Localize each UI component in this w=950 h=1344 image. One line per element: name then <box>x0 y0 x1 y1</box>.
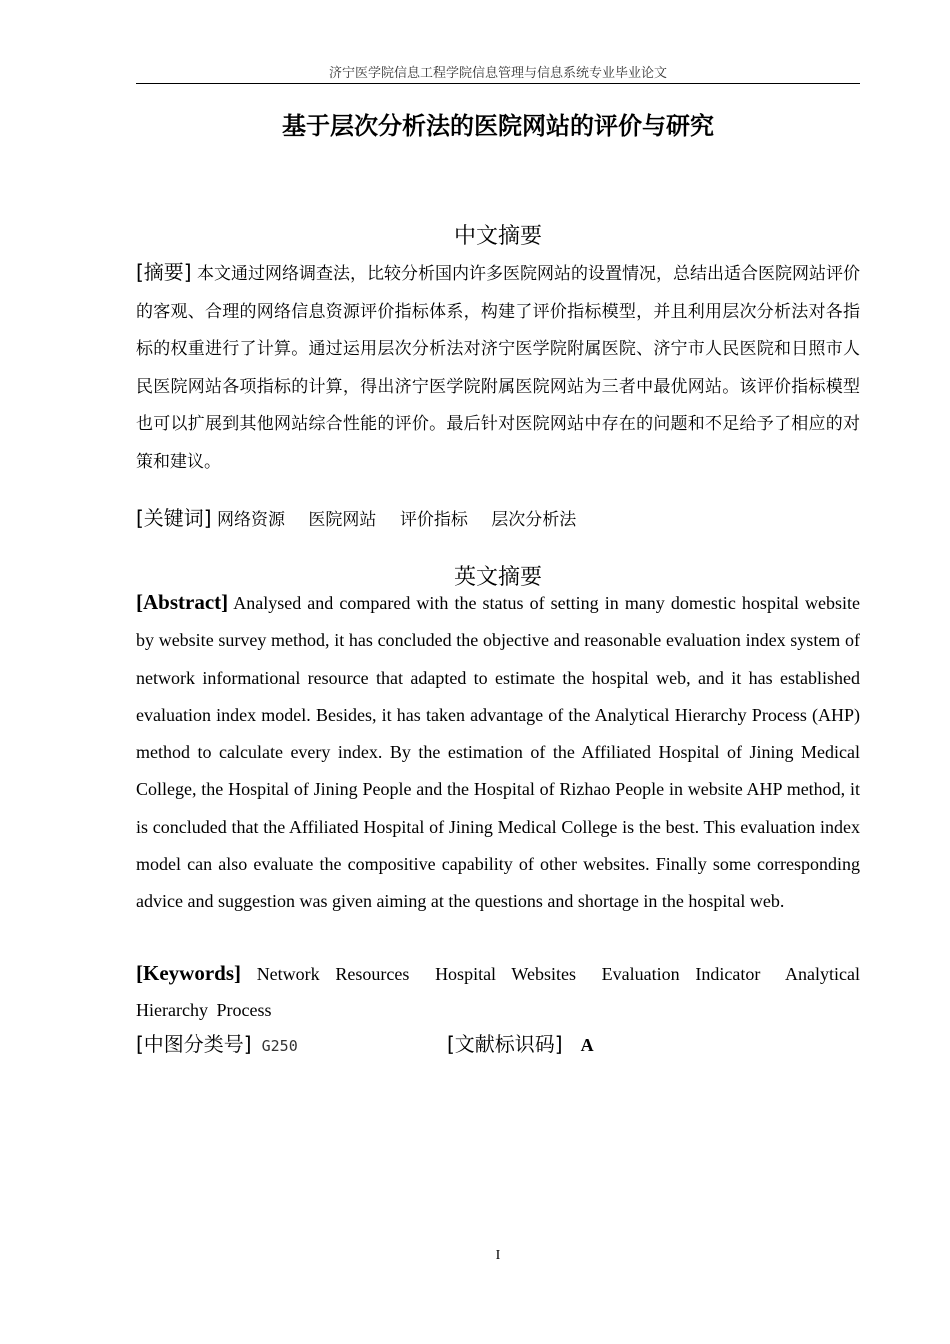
english-keyword: Hospital Websites <box>435 964 576 984</box>
chinese-keyword: 网络资源 <box>217 510 286 530</box>
english-keyword: Network Resources <box>256 964 410 984</box>
clc-group <box>136 1028 298 1057</box>
english-keyword: Evaluation Indicator <box>601 964 761 984</box>
chinese-keyword: 医院网站 <box>308 510 377 530</box>
english-keywords <box>136 955 860 1028</box>
english-keyword: Analytical Hierarchy Process <box>136 964 861 1020</box>
page-number: I <box>495 1248 501 1263</box>
doc-code-label: [文献标识码] <box>447 1032 563 1056</box>
chinese-abstract-tag: [摘要] <box>136 260 192 284</box>
english-abstract-body <box>136 584 860 921</box>
chinese-keyword: 层次分析法 <box>491 510 577 530</box>
page-header: 济宁医学院信息工程学院信息管理与信息系统专业毕业论文 <box>328 66 667 81</box>
chinese-keywords <box>136 500 860 539</box>
header-rule <box>136 83 860 84</box>
paper-title: 基于层次分析法的医院网站的评价与研究 <box>282 112 714 140</box>
chinese-keyword: 评价指标 <box>399 510 468 530</box>
chinese-abstract-heading: 中文摘要 <box>453 224 542 249</box>
chinese-abstract-body <box>136 254 860 481</box>
doc-code-value: A <box>580 1035 594 1055</box>
chinese-abstract-text: 本文通过网络调查法，比较分析国内许多医院网站的设置情况，总结出适合医院网站评价的客观、合理的网络信息资源评价指标体系，构建了评价指标模型，并且利用层次分析法对各指标的权重进行了计算。通过运用层次分析法对济宁医学院附属医院、济宁市人民医院和日照市人民医院网站各项指标的计算，得出济宁医学院附属医院网站为三者中最优网站。该评价指标模型也可以扩展到其他网站综合性能的评价。最后针对医院网站中存在的问题和不足给予了相应的对策和建议。 <box>136 264 861 472</box>
classification-row <box>136 1028 860 1064</box>
chinese-keywords-tag: [关键词] <box>136 506 212 530</box>
english-abstract-tag: [Abstract] <box>136 590 229 614</box>
doc-code-group <box>447 1028 594 1057</box>
english-abstract-text: Analysed and compared with the status of setting in many domestic hospital website by website survey method, it has concluded the objective and reasonable evaluation index system of network informational resource that adapted to estimate the hospital web, and it has established evaluation index model. Besides, it has taken advantage of the Analytical Hierarchy Process (AHP) method to calculate every index. By the estimation of the Affiliated Hospital of Jining Medical College, the Hospital of Jining People and the Hospital of Rizhao People in website AHP method, it is concluded that the Affiliated Hospital of Jining Medical College is the best. This evaluation index model can also evaluate the compositive capability of other websites. Finally some corresponding advice and suggestion was given aiming at the questions and shortage in the hospital web. <box>136 593 860 912</box>
clc-value: G250 <box>261 1037 298 1055</box>
clc-label: [中图分类号] <box>136 1032 252 1056</box>
english-abstract-heading: 英文摘要 <box>453 565 542 590</box>
english-keywords-tag: [Keywords] <box>136 961 241 985</box>
